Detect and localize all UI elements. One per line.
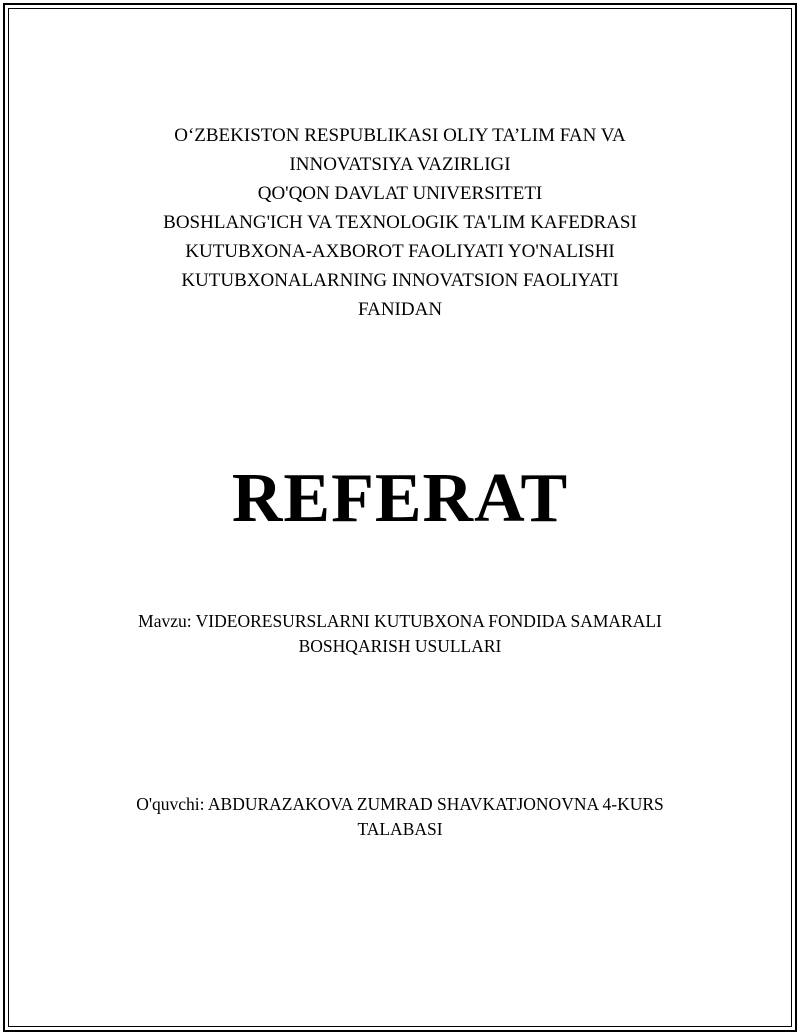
student-line-1: O'quvchi: ABDURAZAKOVA ZUMRAD SHAVKATJONOVNA 4-KURS xyxy=(136,794,664,814)
institution-header xyxy=(0,121,800,324)
header-line-direction: KUTUBXONA-AXBOROT FAOLIYATI YO'NALISHI xyxy=(185,241,615,262)
header-line-ministry-1: O‘ZBEKISTON RESPUBLIKASI OLIY TA’LIM FAN VA xyxy=(174,125,626,146)
header-line-subject-2: FANIDAN xyxy=(357,299,443,320)
document-title: REFERAT xyxy=(231,460,569,537)
header-line-ministry-2: INNOVATSIYA VAZIRLIGI xyxy=(289,154,511,175)
student-line-2: TALABASI xyxy=(357,819,443,839)
header-line-subject-1: KUTUBXONALARNING INNOVATSION FAOLIYATI xyxy=(181,270,619,291)
topic-block xyxy=(0,609,800,659)
student-block xyxy=(0,792,800,842)
header-line-university: QO'QON DAVLAT UNIVERSITETI xyxy=(257,183,543,204)
header-line-department: BOSHLANG'ICH VA TEXNOLOGIK TA'LIM KAFEDRASI xyxy=(163,212,637,233)
topic-line-1: Mavzu: VIDEORESURSLARNI KUTUBXONA FONDIDA SAMARALI xyxy=(138,611,662,631)
topic-line-2: BOSHQARISH USULLARI xyxy=(298,636,502,656)
